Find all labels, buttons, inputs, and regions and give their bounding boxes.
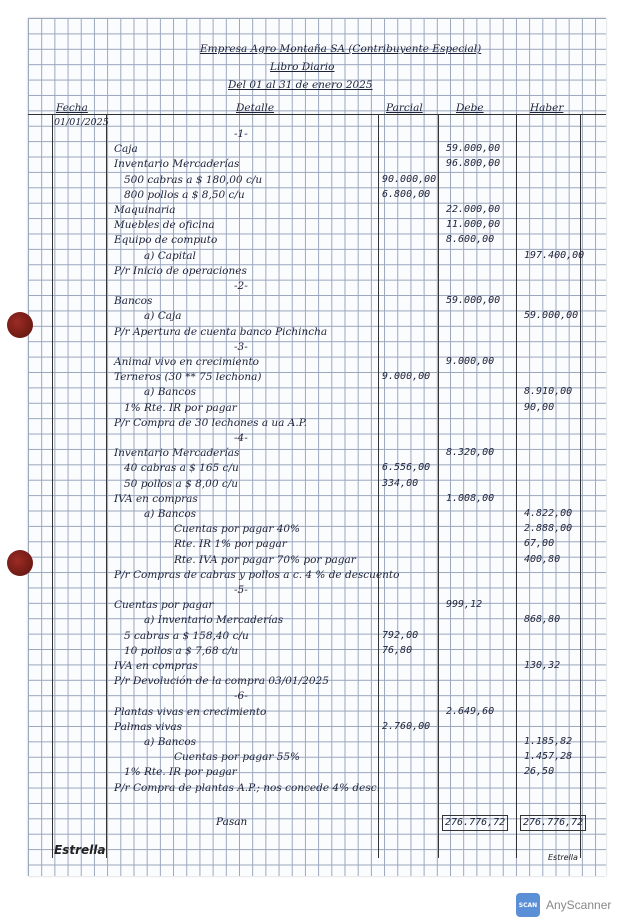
entry-detail: Caja [114,143,138,156]
rule-header [28,114,606,115]
entry-detail: -6- [234,690,248,703]
entry-detail: P/r Inicio de operaciones [114,264,247,277]
entry-credit: 868,80 [524,614,561,626]
entry-detail: a) Bancos [144,508,197,520]
pasan-label: Pasan [216,816,248,828]
notebook-brand-mark: Estrella [548,853,578,862]
credit-total: 276.776,72 [520,815,586,831]
scanner-name: AnyScanner [546,898,612,912]
entry-partial: 76,80 [382,644,413,656]
entry-detail: Rte. IVA por pagar 70% por pagar [174,553,356,566]
col-detail: Detalle [236,102,275,114]
entry-debit: 999,12 [446,599,483,611]
entry-credit: 90,00 [524,401,555,413]
scanner-watermark [516,893,611,917]
entry-debit: 8.320,00 [446,447,495,459]
entry-detail: Plantas vivas en crecimiento [114,705,267,718]
company-title: Empresa Agro Montaña SA (Contribuyente Especial) [200,43,482,55]
entry-partial: 90.000,00 [382,173,437,185]
rule-debit [438,114,439,858]
entry-detail: -2- [234,280,248,292]
entry-credit: 2.888,00 [524,523,573,535]
entry-debit: 22.000,00 [446,204,501,215]
entry-detail: 10 pollos a $ 7,68 c/u [124,644,239,657]
entry-detail: Palmas vivas [114,720,183,733]
entry-detail: P/r Apertura de cuenta banco Pichincha [114,325,328,338]
col-debit: Debe [456,102,484,114]
entry-detail: -3- [234,340,248,353]
entry-debit: 8.600,00 [446,234,495,246]
entry-detail: -4- [234,432,248,444]
entry-detail: -1- [234,128,248,140]
rule-date [52,114,53,858]
notebook-brand-logo: Estrella [54,843,106,857]
entry-detail: 1% Rte. IR por pagar [124,766,237,779]
entry-detail: a) Bancos [144,386,197,399]
debit-total: 276.776,72 [442,815,508,831]
entry-credit: 1.457,28 [524,751,573,763]
entry-detail: Bancos [114,295,153,308]
entry-detail: Cuentas por pagar 55% [174,751,301,764]
entry-detail: 500 cabras a $ 180,00 c/u [124,173,263,186]
entry-credit: 4.822,00 [524,508,573,519]
entry-credit: 8.910,00 [524,386,573,398]
binder-hole-top [7,312,33,338]
entry-debit: 96.800,00 [446,158,501,170]
entry-credit: 197.400,00 [524,249,585,261]
entry-detail: 1% Rte. IR por pagar [124,401,237,414]
entry-credit: 130,32 [524,660,561,671]
entry-debit: 9.000,00 [446,356,495,367]
col-credit: Haber [530,102,564,114]
entry-detail: IVA en compras [114,492,198,505]
entry-detail: -5- [234,584,248,596]
entry-detail: Animal vivo en crecimiento [114,356,259,368]
entry-partial: 792,00 [382,629,419,641]
entry-detail: 50 pollos a $ 8,00 c/u [124,477,239,490]
entry-detail: Equipo de computo [114,234,218,247]
entry-detail: a) Inventario Mercaderías [144,614,284,627]
entry-debit: 59.000,00 [446,295,501,307]
entry-debit: 1.008,00 [446,492,495,504]
entry-detail: IVA en compras [114,660,198,672]
period-title: Del 01 al 31 de enero 2025 [228,79,373,91]
entry-detail: Terneros (30 ** 75 lechona) [114,371,262,384]
entry-detail: Cuentas por pagar [114,599,214,612]
rule-right [580,114,581,858]
entry-detail: Inventario Mercaderías [114,158,240,171]
entry-detail: 800 pollos a $ 8,50 c/u [124,188,245,201]
entry-credit: 67,00 [524,538,555,550]
entry-detail: a) Caja [144,310,182,323]
entry-detail: Rte. IR 1% por pagar [174,538,287,551]
entry-detail: Inventario Mercaderías [114,447,240,460]
scanner-logo-icon: SCAN [516,893,540,917]
entry-detail: P/r Compra de 30 lechones a ua A.P. [114,416,307,429]
entry-partial: 9.000,00 [382,371,431,383]
entry-partial: 2.760,00 [382,720,431,732]
entry-detail: P/r Compra de plantas A.P.; nos concede 4% desc. [114,781,380,794]
rule-partial [378,114,379,858]
entry-detail: Maquinaria [114,204,176,216]
entry-detail: P/r Devolución de la compra 03/01/2025 [114,675,329,688]
entry-credit: 59.000,00 [524,310,579,322]
entry-date: 01/01/2025 [54,117,109,128]
entry-partial: 334,00 [382,477,419,489]
entry-detail: P/r Compras de cabras y pollos a c. 4 % de descuento [114,568,400,581]
binder-hole-bottom [7,550,33,576]
entry-credit: 400,80 [524,553,561,565]
entry-partial: 6.556,00 [382,462,431,474]
rule-credit [516,114,517,858]
col-partial: Parcial [386,102,423,114]
entry-detail: Muebles de oficina [114,219,215,232]
entry-credit: 1.185,82 [524,736,573,747]
rule-detail [106,114,107,858]
entry-partial: 6.800,00 [382,188,431,200]
book-title: Libro Diario [270,61,335,73]
entry-detail: a) Bancos [144,736,197,748]
col-date: Fecha [56,102,88,114]
entry-debit: 2.649,60 [446,705,495,717]
entry-detail: a) Capital [144,249,196,262]
entry-detail: Cuentas por pagar 40% [174,523,301,536]
entry-detail: 5 cabras a $ 158,40 c/u [124,629,249,642]
entry-debit: 11.000,00 [446,219,501,231]
entry-debit: 59.000,00 [446,143,501,155]
entry-detail: 40 cabras a $ 165 c/u [124,462,239,475]
entry-credit: 26,50 [524,766,555,778]
